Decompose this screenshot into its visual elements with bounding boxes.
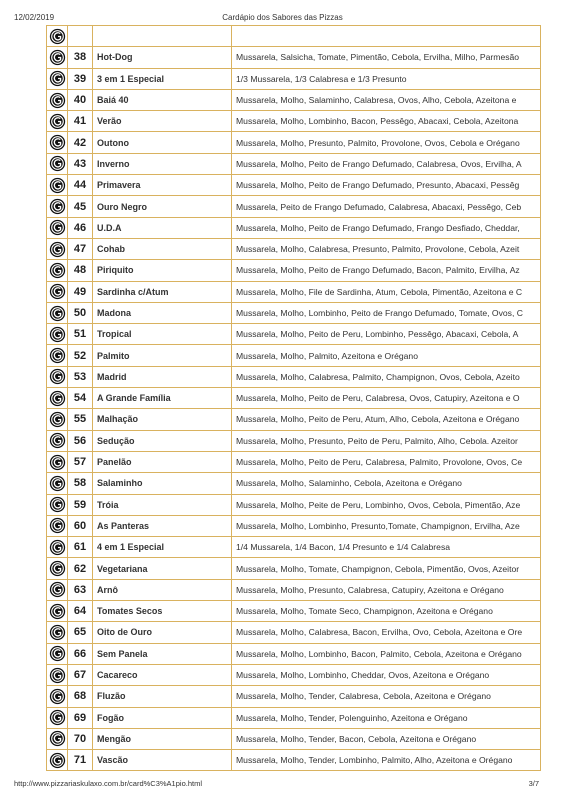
- pizza-name: Palmito: [93, 345, 232, 366]
- pizza-name: Verão: [93, 111, 232, 132]
- pizzeria-logo-icon: [47, 558, 68, 579]
- pizza-name: 3 em 1 Especial: [93, 68, 232, 89]
- pizza-ingredients: Mussarela, Molho, Lombinho, Peito de Frango Defumado, Tomate, Ovos, C: [232, 302, 541, 323]
- table-row: [47, 643, 541, 664]
- pizza-ingredients: Mussarela, Molho, Peito de Frango Defumado, Frango Desfiado, Cheddar,: [232, 217, 541, 238]
- pizza-number: 40: [68, 89, 93, 110]
- pizzeria-logo-icon: [47, 707, 68, 728]
- pizzeria-logo-icon: [47, 132, 68, 153]
- table-row: [47, 558, 541, 579]
- table-row: [47, 728, 541, 749]
- pizza-ingredients: Mussarela, Molho, Presunto, Palmito, Provolone, Ovos, Cebola e Orégano: [232, 132, 541, 153]
- pizza-ingredients: Mussarela, Molho, Peito de Peru, Lombinho, Pessêgo, Abacaxi, Cebola, A: [232, 324, 541, 345]
- table-row: [47, 111, 541, 132]
- pizza-ingredients: Mussarela, Molho, Presunto, Calabresa, Catupiry, Azeitona e Orégano: [232, 579, 541, 600]
- pizza-name: Malhação: [93, 409, 232, 430]
- table-row: [47, 750, 541, 771]
- pizza-number: 39: [68, 68, 93, 89]
- table-row: [47, 515, 541, 536]
- pizza-ingredients: Mussarela, Peito de Frango Defumado, Calabresa, Abacaxi, Pessêgo, Ceb: [232, 196, 541, 217]
- table-row: [47, 89, 541, 110]
- table-row: [47, 494, 541, 515]
- pizzeria-logo-icon: [47, 451, 68, 472]
- table-row: [47, 302, 541, 323]
- table-row: [47, 451, 541, 472]
- table-row: [47, 622, 541, 643]
- pizzeria-logo-icon: [47, 260, 68, 281]
- pizza-name: [93, 26, 232, 47]
- pizza-name: Sem Panela: [93, 643, 232, 664]
- pizza-ingredients: Mussarela, Molho, Peite de Peru, Lombinho, Ovos, Cebola, Pimentão, Aze: [232, 494, 541, 515]
- pizza-name: Tomates Secos: [93, 601, 232, 622]
- pizza-name: Fluzão: [93, 686, 232, 707]
- pizzeria-logo-icon: [47, 89, 68, 110]
- pizza-ingredients: Mussarela, Molho, Lombinho, Cheddar, Ovos, Azeitona e Orégano: [232, 664, 541, 685]
- table-row: [47, 260, 541, 281]
- pizzeria-logo-icon: [47, 366, 68, 387]
- table-row: [47, 153, 541, 174]
- pizza-name: Inverno: [93, 153, 232, 174]
- pizzeria-logo-icon: [47, 217, 68, 238]
- pizzeria-logo-icon: [47, 579, 68, 600]
- page-url: http://www.pizzariaskulaxo.com.br/card%C3%A1pio.html: [14, 779, 202, 788]
- pizzeria-logo-icon: [47, 515, 68, 536]
- pizza-number: 53: [68, 366, 93, 387]
- pizzeria-logo-icon: [47, 622, 68, 643]
- pizzeria-logo-icon: [47, 281, 68, 302]
- pizza-ingredients: Mussarela, Molho, Tender, Lombinho, Palmito, Alho, Azeitona e Orégano: [232, 750, 541, 771]
- pizza-number: 51: [68, 324, 93, 345]
- pizza-number: 64: [68, 601, 93, 622]
- table-row: [47, 132, 541, 153]
- pizzeria-logo-icon: [47, 238, 68, 259]
- table-row: [47, 175, 541, 196]
- table-row: [47, 473, 541, 494]
- pizzeria-logo-icon: [47, 196, 68, 217]
- pizza-number: 65: [68, 622, 93, 643]
- pizzeria-logo-icon: [47, 26, 68, 47]
- page-title: Cardápio dos Sabores das Pizzas: [222, 13, 343, 22]
- pizza-name: Salaminho: [93, 473, 232, 494]
- pizza-ingredients: Mussarela, Molho, Lombinho, Bacon, Pessêgo, Abacaxi, Cebola, Azeitona: [232, 111, 541, 132]
- pizza-ingredients: Mussarela, Salsicha, Tomate, Pimentão, Cebola, Ervilha, Milho, Parmesão: [232, 47, 541, 68]
- pizzeria-logo-icon: [47, 430, 68, 451]
- pizzeria-logo-icon: [47, 345, 68, 366]
- pizza-number: 58: [68, 473, 93, 494]
- table-row: [47, 537, 541, 558]
- pizza-name: Sedução: [93, 430, 232, 451]
- pizza-name: Mengão: [93, 728, 232, 749]
- pizzeria-logo-icon: [47, 664, 68, 685]
- pizza-ingredients: Mussarela, Molho, Peito de Peru, Calabresa, Palmito, Provolone, Ovos, Ce: [232, 451, 541, 472]
- pizzeria-logo-icon: [47, 175, 68, 196]
- pizza-number: 43: [68, 153, 93, 174]
- pizza-name: A Grande Família: [93, 388, 232, 409]
- pizzeria-logo-icon: [47, 153, 68, 174]
- pizza-name: Cacareco: [93, 664, 232, 685]
- pizza-name: Arnô: [93, 579, 232, 600]
- pizza-number: 46: [68, 217, 93, 238]
- pizza-number: 42: [68, 132, 93, 153]
- pizza-name: As Panteras: [93, 515, 232, 536]
- pizzeria-logo-icon: [47, 324, 68, 345]
- pizza-number: 48: [68, 260, 93, 281]
- pizzeria-logo-icon: [47, 111, 68, 132]
- pizzeria-logo-icon: [47, 302, 68, 323]
- pizza-number: 70: [68, 728, 93, 749]
- pizza-name: Ouro Negro: [93, 196, 232, 217]
- print-date: 12/02/2019: [14, 13, 55, 22]
- pizza-ingredients: Mussarela, Molho, Peito de Frango Defumado, Bacon, Palmito, Ervilha, Az: [232, 260, 541, 281]
- pizza-ingredients: Mussarela, Molho, Peito de Frango Defumado, Presunto, Abacaxi, Pessêg: [232, 175, 541, 196]
- pizza-number: 71: [68, 750, 93, 771]
- pizza-number: 62: [68, 558, 93, 579]
- table-row: [47, 47, 541, 68]
- pizzeria-logo-icon: [47, 537, 68, 558]
- pizza-ingredients: 1/3 Mussarela, 1/3 Calabresa e 1/3 Presunto: [232, 68, 541, 89]
- pizza-name: Fogão: [93, 707, 232, 728]
- table-row: [47, 281, 541, 302]
- pizza-ingredients: Mussarela, Molho, Lombinho, Presunto,Tomate, Champignon, Ervilha, Aze: [232, 515, 541, 536]
- pizza-ingredients: Mussarela, Molho, Peito de Frango Defumado, Calabresa, Ovos, Ervilha, A: [232, 153, 541, 174]
- table-row: [47, 345, 541, 366]
- pizza-number: 38: [68, 47, 93, 68]
- pizza-number: 41: [68, 111, 93, 132]
- table-row: [47, 68, 541, 89]
- table-row: [47, 217, 541, 238]
- pizza-number: 69: [68, 707, 93, 728]
- pizzeria-logo-icon: [47, 47, 68, 68]
- pizza-name: Sardinha c/Atum: [93, 281, 232, 302]
- pizza-number: 63: [68, 579, 93, 600]
- pizza-name: Madrid: [93, 366, 232, 387]
- table-row: [47, 238, 541, 259]
- pizza-name: Madona: [93, 302, 232, 323]
- pizza-number: 61: [68, 537, 93, 558]
- pizza-ingredients: Mussarela, Molho, Tender, Polenguinho, Azeitona e Orégano: [232, 707, 541, 728]
- pizza-number: 54: [68, 388, 93, 409]
- page-number: 3/7: [528, 779, 539, 788]
- pizza-name: Tropical: [93, 324, 232, 345]
- pizza-ingredients: Mussarela, Molho, Calabresa, Palmito, Champignon, Ovos, Cebola, Azeito: [232, 366, 541, 387]
- pizza-number: 57: [68, 451, 93, 472]
- pizza-ingredients: Mussarela, Molho, Tender, Calabresa, Cebola, Azeitona e Orégano: [232, 686, 541, 707]
- pizza-name: Piriquito: [93, 260, 232, 281]
- pizza-name: Panelão: [93, 451, 232, 472]
- pizza-number: 56: [68, 430, 93, 451]
- table-row: [47, 430, 541, 451]
- pizza-number: 47: [68, 238, 93, 259]
- pizza-ingredients: Mussarela, Molho, Tomate, Champignon, Cebola, Pimentão, Ovos, Azeitor: [232, 558, 541, 579]
- pizza-number: 68: [68, 686, 93, 707]
- pizza-name: Tróia: [93, 494, 232, 515]
- pizzeria-logo-icon: [47, 643, 68, 664]
- pizza-name: U.D.A: [93, 217, 232, 238]
- pizza-number: 67: [68, 664, 93, 685]
- pizza-number: 59: [68, 494, 93, 515]
- pizza-name: Oito de Ouro: [93, 622, 232, 643]
- pizza-ingredients: [232, 26, 541, 47]
- table-row: [47, 196, 541, 217]
- pizza-number: 45: [68, 196, 93, 217]
- pizza-ingredients: Mussarela, Molho, Palmito, Azeitona e Orégano: [232, 345, 541, 366]
- table-row: [47, 409, 541, 430]
- pizza-number: 52: [68, 345, 93, 366]
- table-row: [47, 579, 541, 600]
- pizza-number: 55: [68, 409, 93, 430]
- pizza-name: Cohab: [93, 238, 232, 259]
- table-row: [47, 686, 541, 707]
- pizza-name: 4 em 1 Especial: [93, 537, 232, 558]
- pizza-number: 50: [68, 302, 93, 323]
- table-row: [47, 324, 541, 345]
- pizza-name: Vegetariana: [93, 558, 232, 579]
- pizza-ingredients: Mussarela, Molho, Calabresa, Presunto, Palmito, Provolone, Cebola, Azeit: [232, 238, 541, 259]
- pizza-number: [68, 26, 93, 47]
- table-row: [47, 388, 541, 409]
- pizza-ingredients: Mussarela, Molho, Calabresa, Bacon, Ervilha, Ovo, Cebola, Azeitona e Ore: [232, 622, 541, 643]
- pizza-number: 44: [68, 175, 93, 196]
- pizzeria-logo-icon: [47, 494, 68, 515]
- pizza-ingredients: Mussarela, Molho, Tender, Bacon, Cebola, Azeitona e Orégano: [232, 728, 541, 749]
- pizzeria-logo-icon: [47, 68, 68, 89]
- pizza-number: 60: [68, 515, 93, 536]
- pizzeria-logo-icon: [47, 409, 68, 430]
- pizza-name: Baiá 40: [93, 89, 232, 110]
- table-row: [47, 601, 541, 622]
- pizza-number: 66: [68, 643, 93, 664]
- pizzeria-logo-icon: [47, 601, 68, 622]
- pizza-ingredients: Mussarela, Molho, Tomate Seco, Champignon, Azeitona e Orégano: [232, 601, 541, 622]
- pizza-name: Vascão: [93, 750, 232, 771]
- table-row: [47, 664, 541, 685]
- pizza-name: Hot-Dog: [93, 47, 232, 68]
- pizza-ingredients: 1/4 Mussarela, 1/4 Bacon, 1/4 Presunto e 1/4 Calabresa: [232, 537, 541, 558]
- pizza-ingredients: Mussarela, Molho, Peito de Peru, Calabresa, Ovos, Catupiry, Azeitona e O: [232, 388, 541, 409]
- pizza-number: 49: [68, 281, 93, 302]
- pizza-ingredients: Mussarela, Molho, Peito de Peru, Atum, Alho, Cebola, Azeitona e Orégano: [232, 409, 541, 430]
- pizza-ingredients: Mussarela, Molho, Lombinho, Bacon, Palmito, Cebola, Azeitona e Orégano: [232, 643, 541, 664]
- pizzeria-logo-icon: [47, 686, 68, 707]
- pizza-menu-table: [46, 25, 541, 772]
- pizza-ingredients: Mussarela, Molho, Presunto, Peito de Peru, Palmito, Alho, Cebola. Azeitor: [232, 430, 541, 451]
- table-row: [47, 707, 541, 728]
- pizza-ingredients: Mussarela, Molho, Salaminho, Cebola, Azeitona e Orégano: [232, 473, 541, 494]
- pizzeria-logo-icon: [47, 388, 68, 409]
- pizza-name: Primavera: [93, 175, 232, 196]
- pizzeria-logo-icon: [47, 473, 68, 494]
- pizzeria-logo-icon: [47, 728, 68, 749]
- pizza-ingredients: Mussarela, Molho, Salaminho, Calabresa, Ovos, Alho, Cebola, Azeitona e: [232, 89, 541, 110]
- pizza-name: Outono: [93, 132, 232, 153]
- table-row: [47, 26, 541, 47]
- pizzeria-logo-icon: [47, 750, 68, 771]
- pizza-ingredients: Mussarela, Molho, File de Sardinha, Atum, Cebola, Pimentão, Azeitona e C: [232, 281, 541, 302]
- table-row: [47, 366, 541, 387]
